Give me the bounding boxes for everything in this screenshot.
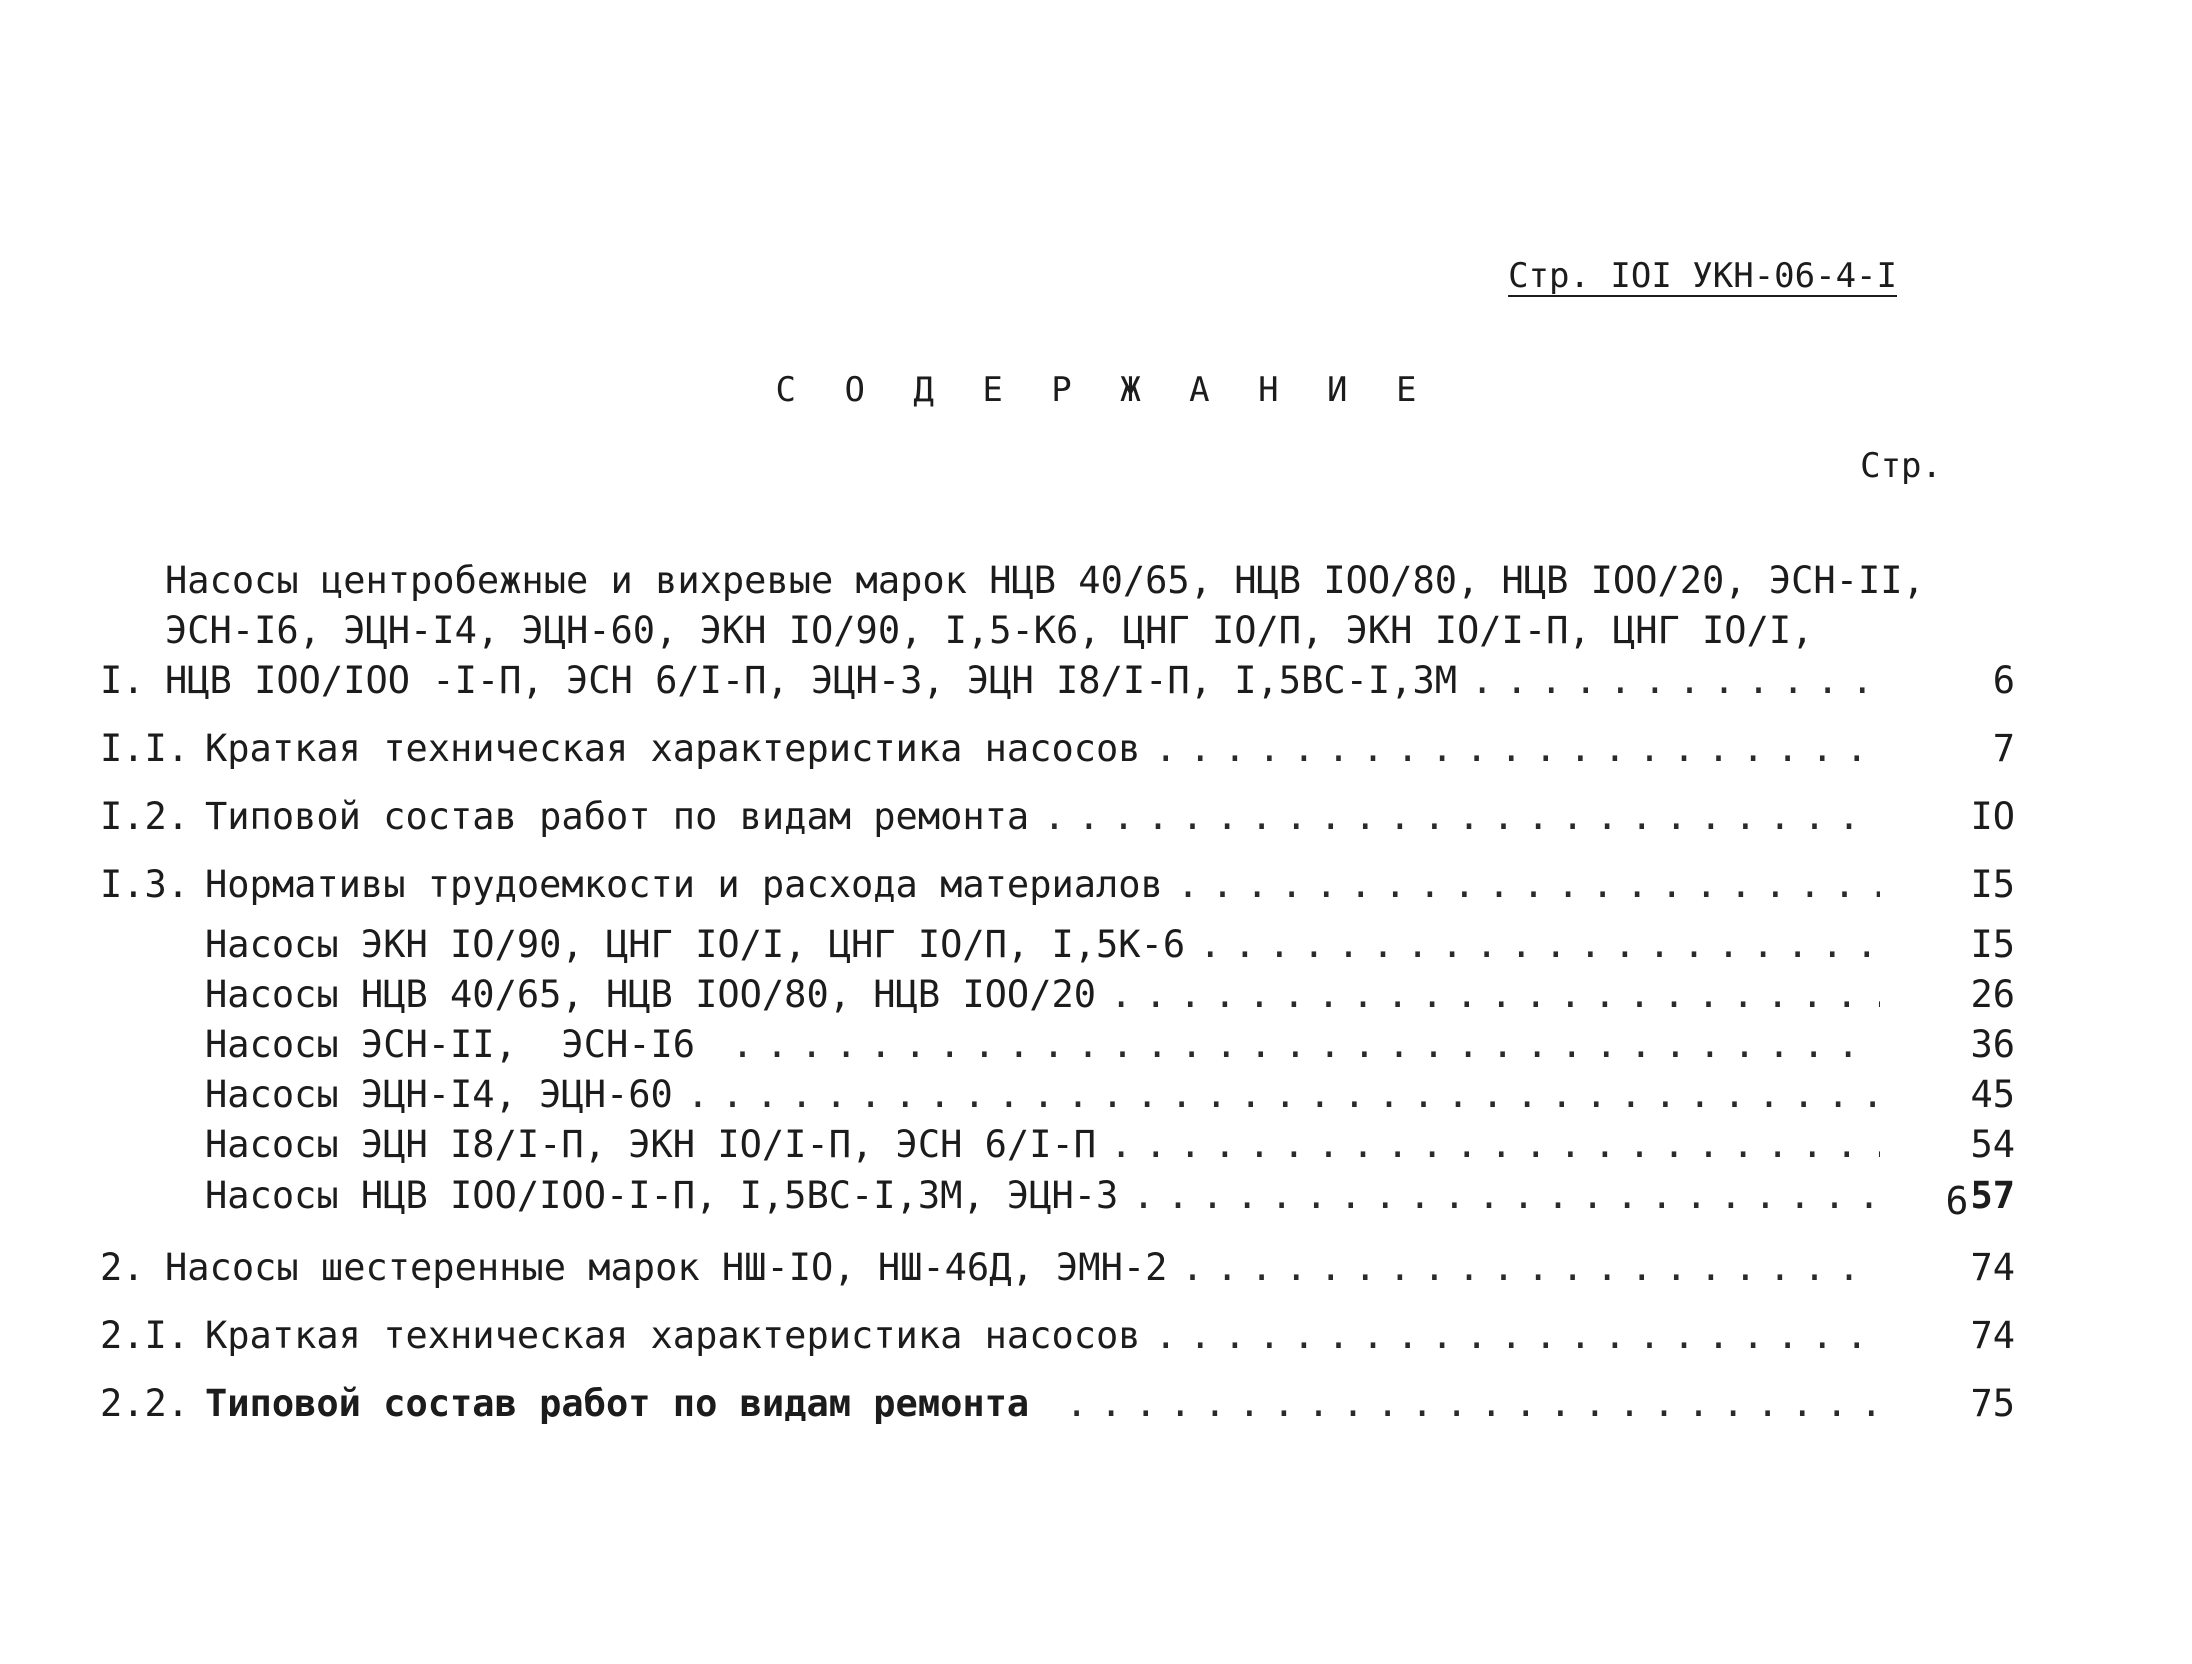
toc-page-number: 54 (1970, 1123, 2015, 1166)
toc-entry-body (205, 724, 1880, 774)
toc-entry-title: Насосы шестеренные марок НШ-IO, НШ-46Д, ЭМН-2 (165, 1246, 1168, 1289)
table-of-contents (100, 556, 2015, 1429)
toc-entry-number: I.2. (100, 795, 190, 838)
toc-page-number: 74 (1970, 1246, 2015, 1289)
toc-entry-body (205, 792, 1880, 842)
dot-leader (1177, 860, 1880, 910)
toc-entry-line (205, 1311, 1880, 1361)
toc-entry-title: Насосы ЭЦН I8/I-П, ЭКН IO/I-П, ЭСН 6/I-П (205, 1123, 1097, 1166)
handwritten-page-correction: 6 (1945, 1179, 1969, 1223)
toc-entry-title: Насосы ЭЦН-I4, ЭЦН-60 (205, 1073, 673, 1116)
toc-entry-line (205, 860, 1880, 910)
toc-entry-title: Насосы ЭСН-II, ЭСН-I6 (205, 1023, 718, 1066)
dot-leader (731, 1020, 1880, 1070)
toc-page-number: IO (1970, 795, 2015, 838)
toc-entry-body (205, 1120, 1880, 1170)
toc-entry-line (165, 656, 1880, 706)
page-title: С О Д Е Р Ж А Н И Е (775, 370, 1431, 410)
toc-entry-line (205, 1020, 1880, 1070)
dot-leader (1110, 970, 1880, 1020)
toc-entry-title: Типовой состав работ по видам ремонта (205, 795, 1030, 838)
toc-entry-body (205, 860, 1880, 910)
toc-entry-line (205, 1171, 1880, 1221)
toc-page-number: 6 (1992, 659, 2015, 702)
toc-entry-line (205, 792, 1880, 842)
toc-entry-line (205, 920, 1880, 970)
dot-leader (1181, 1243, 1880, 1293)
page-column-label: Стр. (1860, 446, 1942, 486)
toc-entry-title: НЦВ IOO/IOO -I-П, ЭСН 6/I-П, ЭЦН-3, ЭЦН I8/I-П, I,5ВС-I,3М (165, 659, 1458, 702)
toc-page-number: 45 (1970, 1073, 2015, 1116)
toc-entry (100, 1379, 2015, 1429)
toc-entry-number: 2.2. (100, 1382, 190, 1425)
toc-entry-title: Нормативы трудоемкости и расхода материалов (205, 863, 1163, 906)
toc-entry-body (205, 920, 1880, 970)
toc-entry-line (165, 556, 1925, 606)
toc-entry (100, 1243, 2015, 1293)
toc-entry-title: Типовой состав работ по видам ремонта (205, 1382, 1052, 1425)
toc-entry-body (205, 1379, 1880, 1429)
toc-entry (100, 792, 2015, 842)
dot-leader (1043, 792, 1880, 842)
document-code: Стр. IOI УКН-06-4-I (1508, 256, 1897, 296)
toc-entry-body (165, 1243, 1880, 1293)
toc-entry (100, 556, 2015, 706)
toc-entry-title: Насосы ЭКН IO/90, ЦНГ IO/I, ЦНГ IO/П, I,5К-6 (205, 923, 1186, 966)
toc-subentry (100, 1020, 2015, 1070)
dot-leader (1155, 724, 1880, 774)
dot-leader (687, 1070, 1880, 1120)
toc-entry-body (165, 556, 1925, 706)
toc-entry-title: Краткая техническая характеристика насосов (205, 727, 1141, 770)
toc-entry-number: I.3. (100, 863, 190, 906)
toc-entry-line (205, 1070, 1880, 1120)
toc-page-number: 75 (1970, 1382, 2015, 1425)
toc-page-number: I5 (1970, 863, 2015, 906)
toc-entry-body (205, 970, 1880, 1020)
toc-entry (100, 724, 2015, 774)
toc-subentry (100, 920, 2015, 970)
toc-entry-body (205, 1070, 1880, 1120)
dot-leader (1471, 656, 1880, 706)
dot-leader (1155, 1311, 1880, 1361)
toc-page-number (1880, 1170, 2015, 1221)
toc-page-number: I5 (1970, 923, 2015, 966)
toc-entry-body (205, 1311, 1880, 1361)
dot-leader (1110, 1120, 1880, 1170)
toc-entry-title: Насосы центробежные и вихревые марок НЦВ 40/65, НЦВ IOO/80, НЦВ IOO/20, ЭСН-II, (165, 559, 1925, 602)
toc-page-number: 74 (1970, 1314, 2015, 1357)
toc-subentry (100, 1170, 2015, 1223)
toc-page-value: 57 (1970, 1174, 2015, 1217)
toc-entry-title: Краткая техническая характеристика насосов (205, 1314, 1141, 1357)
toc-subentry (100, 1120, 2015, 1170)
toc-entry-number: I.I. (100, 727, 190, 770)
toc-entry-line (165, 1243, 1880, 1293)
toc-entry (100, 860, 2015, 910)
toc-entry-line (205, 1120, 1880, 1170)
toc-subentry (100, 1070, 2015, 1120)
toc-entry-title: Насосы НЦВ IOO/IOO-I-П, I,5ВС-I,3М, ЭЦН-3 (205, 1174, 1119, 1217)
dot-leader (1199, 920, 1880, 970)
toc-page-number: 26 (1970, 973, 2015, 1016)
toc-entry-number: I. (100, 659, 145, 702)
toc-entry-number: 2. (100, 1246, 145, 1289)
toc-entry-title: Насосы НЦВ 40/65, НЦВ IOO/80, НЦВ IOO/20 (205, 973, 1097, 1016)
toc-entry-number: 2.I. (100, 1314, 190, 1357)
toc-entry-body (205, 1171, 1880, 1221)
toc-entry-line (205, 724, 1880, 774)
toc-entry-line (165, 606, 1880, 656)
toc-entry-line (205, 970, 1880, 1020)
toc-entry-title: ЭСН-I6, ЭЦН-I4, ЭЦН-60, ЭКН IO/90, I,5-К6, ЦНГ IO/П, ЭКН IO/I-П, ЦНГ IO/I, (165, 609, 1814, 652)
dot-leader (1065, 1379, 1880, 1429)
toc-page-number: 36 (1970, 1023, 2015, 1066)
toc-entry-body (205, 1020, 1880, 1070)
toc-entry (100, 1311, 2015, 1361)
toc-subentry (100, 970, 2015, 1020)
toc-page-number: 7 (1992, 727, 2015, 770)
toc-entry-line (205, 1379, 1880, 1429)
dot-leader (1132, 1171, 1880, 1221)
